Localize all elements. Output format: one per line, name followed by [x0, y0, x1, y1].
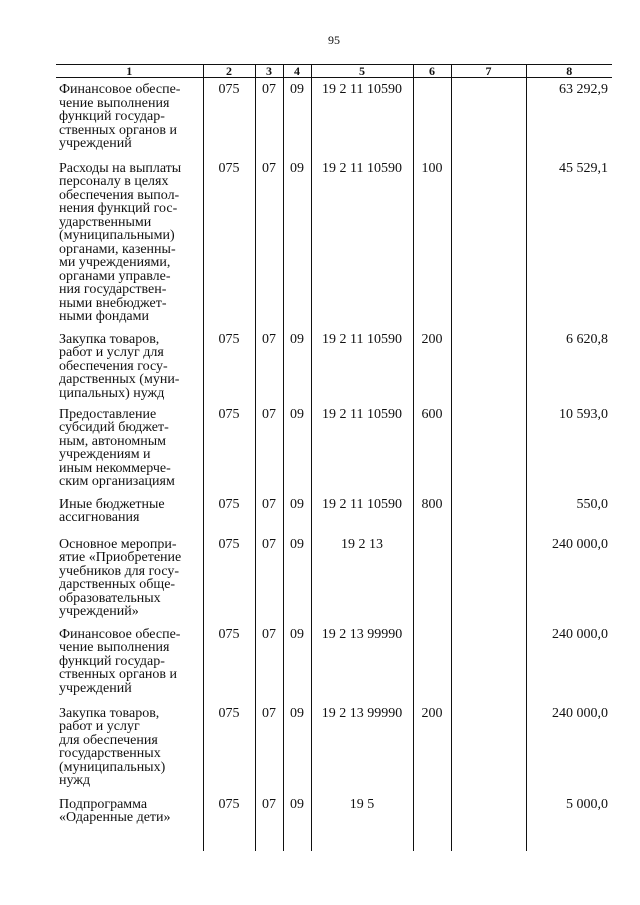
row-expense-type: [413, 533, 451, 623]
row-amount: 5 000,0: [526, 793, 612, 851]
row-subsection-code: 09: [283, 78, 311, 157]
row-name: Подпрограмма «Одаренные дети»: [56, 793, 203, 851]
row-target-article: 19 5: [311, 793, 413, 851]
row-section-code: 07: [255, 533, 283, 623]
row-section-code: 07: [255, 403, 283, 493]
budget-table: [56, 64, 612, 851]
row-target-article: 19 2 13: [311, 533, 413, 623]
row-amount: 45 529,1: [526, 157, 612, 328]
header-col-3: 3: [255, 65, 283, 78]
row-section-code: 07: [255, 493, 283, 533]
table-header: [56, 65, 612, 78]
row-name: Финансовое обеспе- чение выполнения функций государ- ственных органов и учреждений: [56, 623, 203, 702]
row-col7: [451, 533, 526, 623]
row-subsection-code: 09: [283, 793, 311, 851]
row-ministry-code: 075: [203, 533, 255, 623]
row-name: Предоставление субсидий бюджет- ным, автономным учреждениям и иным некоммерче- ским организациям: [56, 403, 203, 493]
row-amount: 240 000,0: [526, 623, 612, 702]
table-row: [56, 793, 612, 851]
row-name: Финансовое обеспе- чение выполнения функций государ- ственных органов и учреждений: [56, 78, 203, 157]
page-number: 95: [328, 33, 340, 47]
header-col-8: 8: [526, 65, 612, 78]
row-ministry-code: 075: [203, 623, 255, 702]
row-section-code: 07: [255, 702, 283, 793]
row-col7: [451, 157, 526, 328]
table-row: [56, 533, 612, 623]
row-target-article: 19 2 11 10590: [311, 493, 413, 533]
row-ministry-code: 075: [203, 157, 255, 328]
row-expense-type: [413, 623, 451, 702]
row-col7: [451, 793, 526, 851]
table-row: [56, 403, 612, 493]
row-ministry-code: 075: [203, 702, 255, 793]
row-subsection-code: 09: [283, 623, 311, 702]
row-subsection-code: 09: [283, 328, 311, 403]
header-row: [56, 65, 612, 78]
row-expense-type: 100: [413, 157, 451, 328]
header-col-7: 7: [451, 65, 526, 78]
row-amount: 240 000,0: [526, 702, 612, 793]
table-row: [56, 493, 612, 533]
row-name: Иные бюджетные ассигнования: [56, 493, 203, 533]
row-expense-type: 200: [413, 702, 451, 793]
header-col-4: 4: [283, 65, 311, 78]
row-amount: 550,0: [526, 493, 612, 533]
row-col7: [451, 403, 526, 493]
row-subsection-code: 09: [283, 493, 311, 533]
row-amount: 63 292,9: [526, 78, 612, 157]
row-section-code: 07: [255, 328, 283, 403]
row-col7: [451, 702, 526, 793]
row-expense-type: 200: [413, 328, 451, 403]
row-col7: [451, 493, 526, 533]
row-target-article: 19 2 13 99990: [311, 623, 413, 702]
row-subsection-code: 09: [283, 533, 311, 623]
row-expense-type: [413, 793, 451, 851]
row-section-code: 07: [255, 623, 283, 702]
row-col7: [451, 623, 526, 702]
row-amount: 10 593,0: [526, 403, 612, 493]
row-subsection-code: 09: [283, 403, 311, 493]
row-target-article: 19 2 11 10590: [311, 157, 413, 328]
row-subsection-code: 09: [283, 157, 311, 328]
table-body: [56, 78, 612, 851]
table-row: [56, 157, 612, 328]
row-amount: 6 620,8: [526, 328, 612, 403]
row-col7: [451, 78, 526, 157]
row-name: Расходы на выплаты персоналу в целях обеспечения выпол- нения функций гос- ударственными (муниципальными) органами, казенны- ми учреждениями, органами управле- ния государствен- ными внебюджет- ными фондами: [56, 157, 203, 328]
header-col-6: 6: [413, 65, 451, 78]
row-subsection-code: 09: [283, 702, 311, 793]
table-row: [56, 702, 612, 793]
row-name: Закупка товаров, работ и услуг для обеспечения государственных (муниципальных) нужд: [56, 702, 203, 793]
row-section-code: 07: [255, 78, 283, 157]
row-ministry-code: 075: [203, 493, 255, 533]
row-target-article: 19 2 13 99990: [311, 702, 413, 793]
row-expense-type: 800: [413, 493, 451, 533]
table-row: [56, 623, 612, 702]
row-target-article: 19 2 11 10590: [311, 78, 413, 157]
row-target-article: 19 2 11 10590: [311, 403, 413, 493]
header-col-2: 2: [203, 65, 255, 78]
row-target-article: 19 2 11 10590: [311, 328, 413, 403]
row-name: Закупка товаров, работ и услуг для обеспечения госу- дарственных (муни- ципальных) нужд: [56, 328, 203, 403]
header-col-5: 5: [311, 65, 413, 78]
row-ministry-code: 075: [203, 793, 255, 851]
table-row: [56, 328, 612, 403]
row-amount: 240 000,0: [526, 533, 612, 623]
row-ministry-code: 075: [203, 328, 255, 403]
row-expense-type: 600: [413, 403, 451, 493]
row-section-code: 07: [255, 793, 283, 851]
row-ministry-code: 075: [203, 403, 255, 493]
row-col7: [451, 328, 526, 403]
row-expense-type: [413, 78, 451, 157]
row-name: Основное меропри- ятие «Приобретение учебников для госу- дарственных обще- образовательных учреждений»: [56, 533, 203, 623]
row-ministry-code: 075: [203, 78, 255, 157]
header-col-1: 1: [56, 65, 203, 78]
row-section-code: 07: [255, 157, 283, 328]
table-row: [56, 78, 612, 157]
